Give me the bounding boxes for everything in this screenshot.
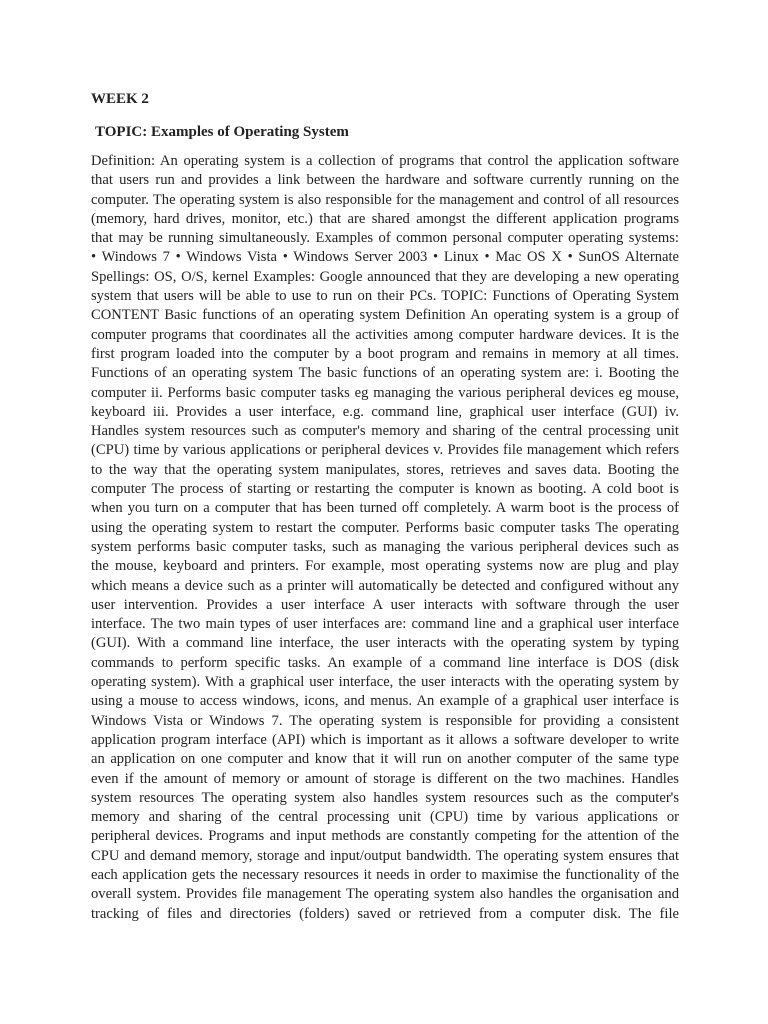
body-text-line: commands to perform specific tasks. An example of a command line interface is DOS (disk bbox=[91, 654, 679, 671]
body-text-line: operating system). With a graphical user interface, the user interacts with the operating system by bbox=[91, 674, 679, 691]
body-text-line: tracking of files and directories (folders) saved or retrieved from a computer disk. The file bbox=[91, 905, 679, 922]
topic-heading: TOPIC: Examples of Operating System bbox=[95, 124, 349, 140]
body-text-line: (CPU) time by various applications or peripheral devices v. Provides file management which refers bbox=[91, 442, 679, 459]
body-text-line: that users run and provides a link between the hardware and software currently running on the bbox=[91, 172, 679, 189]
body-text-line: Definition: An operating system is a collection of programs that control the application software bbox=[91, 153, 679, 169]
body-text-line: peripheral devices. Programs and input methods are constantly competing for the attention of the bbox=[91, 828, 679, 845]
body-text-line: even if the amount of memory or amount of storage is different on the two machines. Handles bbox=[91, 770, 679, 787]
week-heading: WEEK 2 bbox=[91, 91, 149, 107]
body-text-line: system resources The operating system also handles system resources such as the computer's bbox=[91, 789, 679, 806]
body-text-line: memory and sharing of the central processing unit (CPU) time by various applications or bbox=[91, 809, 679, 826]
body-text-line: that may be running simultaneously. Examples of common personal computer operating systems: bbox=[91, 230, 679, 247]
body-text-line: computer programs that coordinates all the activities among computer hardware devices. It is the bbox=[91, 326, 679, 343]
body-text-line: using a mouse to access windows, icons, and menus. An example of a graphical user interface is bbox=[91, 693, 679, 710]
body-text-line: when you turn on a computer that has been turned off completely. A warm boot is the process of bbox=[91, 500, 679, 517]
body-text-line: Spellings: OS, O/S, kernel Examples: Google announced that they are developing a new operating bbox=[91, 268, 679, 285]
body-text-line: computer. The operating system is also responsible for the management and control of all resources bbox=[91, 191, 679, 208]
body-text-line: application program interface (API) which is important as it allows a software developer to write bbox=[91, 731, 679, 748]
body-text-line: the mouse, keyboard and printers. For example, most operating systems now are plug and play bbox=[91, 558, 679, 575]
body-text-line: CONTENT Basic functions of an operating system Definition An operating system is a group of bbox=[91, 307, 679, 324]
body-text-line: system that users will be able to use to run on their PCs. TOPIC: Functions of Operating System bbox=[91, 288, 679, 305]
body-text-line: interface. The two main types of user interfaces are: command line and a graphical user interface bbox=[91, 616, 679, 633]
body-text-line: computer The process of starting or restarting the computer is known as booting. A cold boot is bbox=[91, 481, 679, 498]
body-text-line: Windows Vista or Windows 7. The operating system is responsible for providing a consistent bbox=[91, 712, 679, 729]
body-text-line: an application on one computer and know that it will run on another computer of the same type bbox=[91, 751, 679, 768]
body-text-line: each application gets the necessary resources it needs in order to maximise the functionality of the bbox=[91, 866, 679, 883]
body-text-line: user intervention. Provides a user interface A user interacts with software through the user bbox=[91, 596, 679, 613]
body-paragraph bbox=[91, 152, 679, 924]
body-text-line: keyboard iii. Provides a user interface, e.g. command line, graphical user interface (GUI) iv. bbox=[91, 403, 679, 420]
body-text-line: Handles system resources such as computer's memory and sharing of the central processing unit bbox=[91, 423, 679, 440]
body-text-line: using the operating system to restart the computer. Performs basic computer tasks The operating bbox=[91, 519, 679, 536]
body-text-line: computer ii. Performs basic computer tasks eg managing the various peripheral devices eg mouse, bbox=[91, 384, 679, 401]
document-content bbox=[91, 89, 679, 924]
body-text-line: first program loaded into the computer by a boot program and remains in memory at all times. bbox=[91, 345, 679, 362]
body-text-line: (GUI). With a command line interface, the user interacts with the operating system by typing bbox=[91, 635, 679, 652]
body-text-line: overall system. Provides file management The operating system also handles the organisation and bbox=[91, 886, 679, 903]
body-text-line: • Windows 7 • Windows Vista • Windows Server 2003 • Linux • Mac OS X • SunOS Alternate bbox=[91, 249, 679, 266]
body-text-line: which means a device such as a printer will automatically be detected and configured without any bbox=[91, 577, 679, 594]
body-text-line: (memory, hard drives, monitor, etc.) that are shared amongst the different application programs bbox=[91, 210, 679, 227]
body-text-line: Functions of an operating system The basic functions of an operating system are: i. Booting the bbox=[91, 365, 679, 382]
body-text-line: CPU and demand memory, storage and input/output bandwidth. The operating system ensures that bbox=[91, 847, 679, 864]
body-text-line: to the way that the operating system manipulates, stores, retrieves and saves data. Booting the bbox=[91, 461, 679, 478]
body-text-line: system performs basic computer tasks, such as managing the various peripheral devices such as bbox=[91, 538, 679, 555]
